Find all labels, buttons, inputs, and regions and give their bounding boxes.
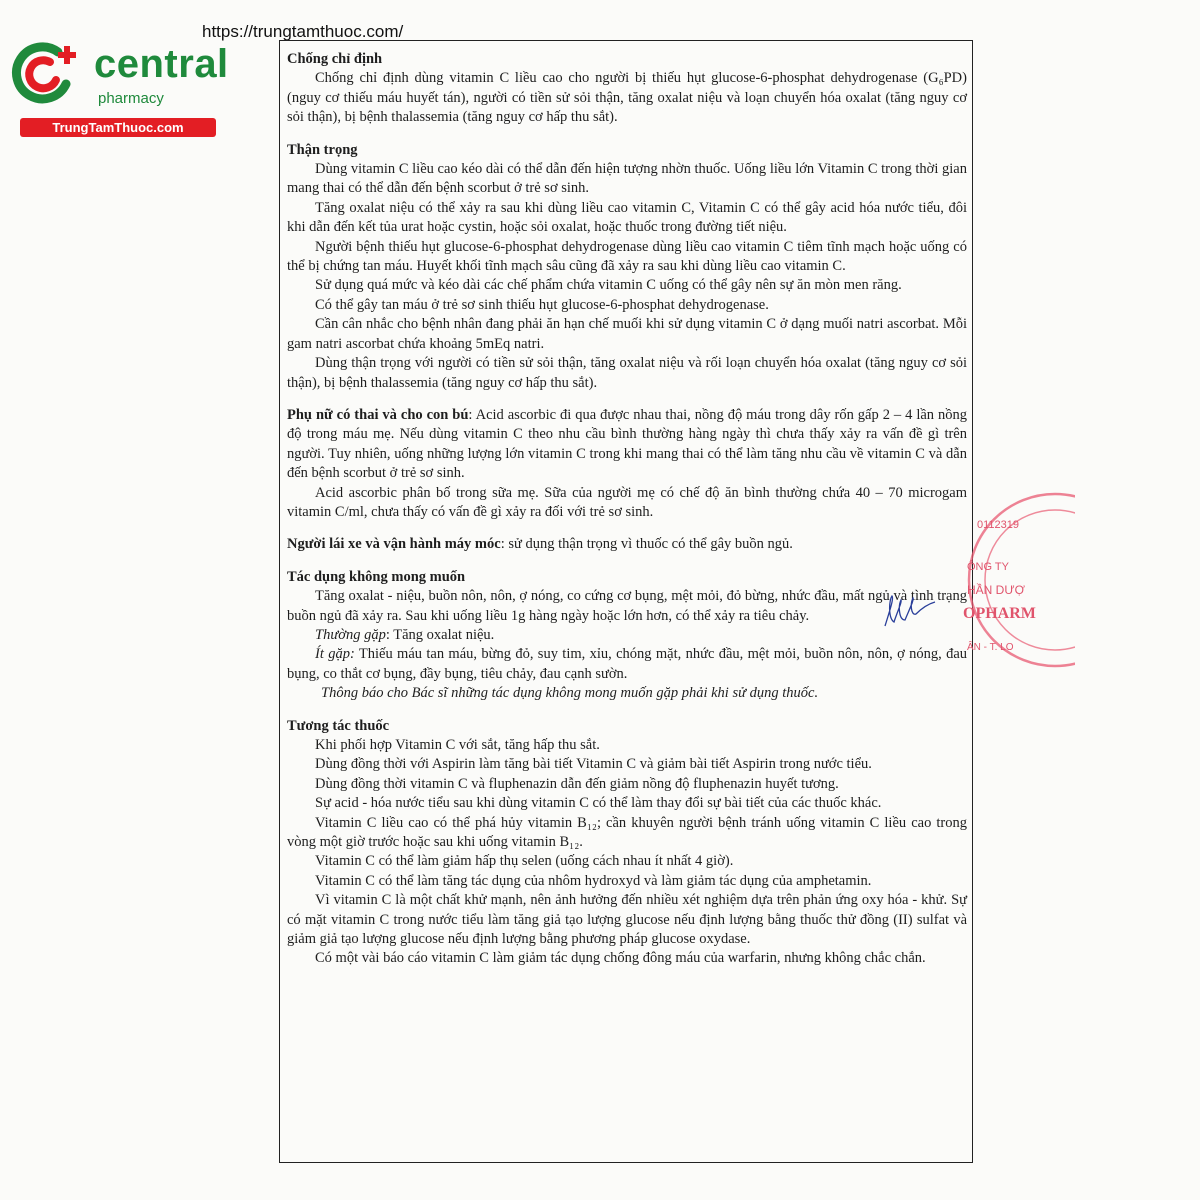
italic-label: Thường gặp — [315, 626, 386, 643]
paragraph — [287, 626, 967, 645]
paragraph — [287, 406, 967, 484]
paragraph: Dùng đồng thời với Aspirin làm tăng bài tiết Vitamin C và giảm bài tiết Aspirin trong nước tiểu. — [315, 756, 872, 773]
stamp-text: 0112319 — [977, 519, 1020, 531]
paragraph — [287, 535, 967, 554]
inline-text: : Acid ascorbic đi qua được nhau thai, nồng độ máu trong dây rốn gấp 2 – 4 lần nồng độ trong máu mẹ. Nếu dùng vitamin C theo nhu cầu bình thường hàng ngày thì chưa thấy xảy ra vấn đề gì trên người. Tuy nhiên, uống những lượng lớn vitamin C trong khi mang thai có thể làm tăng nhu cầu về vitamin C và dẫn đến bệnh scorbut ở trẻ sơ sinh. — [287, 406, 967, 482]
paragraph: Tăng oxalat - niệu, buồn nôn, nôn, ợ nóng, co cứng cơ bụng, mệt mỏi, đỏ bừng, nhức đầu, mất ngủ và tình trạng buồn ngủ đã xảy ra. Sau khi uống liều 1g hàng ngày hoặc lớn hơn, có thể xảy ra tiêu chảy. — [287, 588, 967, 624]
section-side-effects — [287, 568, 967, 704]
section-title: Thận trọng — [287, 141, 358, 158]
paragraph: Acid ascorbic phân bố trong sữa mẹ. Sữa của người mẹ có chế độ ăn bình thường chứa 40 – 70 microgam vitamin C/ml, chưa thấy có vấn đề gì xảy ra đối với trẻ sơ sinh. — [287, 484, 967, 520]
paragraph: Sử dụng quá mức và kéo dài các chế phẩm chứa vitamin C uống có thể gây nên sự ăn mòn men răng. — [315, 277, 902, 294]
stamp-text: ÂN - T. LO — [967, 642, 1014, 653]
paragraph — [287, 645, 967, 684]
source-url: https://trungtamthuoc.com/ — [202, 22, 404, 41]
paragraph: Có một vài báo cáo vitamin C làm giảm tác dụng chống đông máu của warfarin, nhưng không chắc chắn. — [315, 950, 926, 967]
section-pregnancy — [287, 406, 967, 522]
section-contraindications — [287, 50, 967, 128]
paragraph: Vitamin C liều cao có thể phá hủy vitamin B₁₂; cần khuyên người bệnh tránh uống vitamin C liều cao trong vòng một giờ trước hoặc sau khi uống vitamin B₁₂. — [287, 814, 967, 851]
logo-brand-text: central — [94, 42, 229, 86]
section-driving — [287, 535, 967, 554]
handwritten-signature — [880, 590, 940, 630]
paragraph: Dùng vitamin C liều cao kéo dài có thể dẫn đến hiện tượng nhờn thuốc. Uống liều lớn Vitamin C trong thời gian mang thai có thể dẫn đến bệnh scorbut ở trẻ sơ sinh. — [287, 161, 967, 197]
inline-title: Người lái xe và vận hành máy móc — [287, 536, 501, 553]
paragraph: Có thể gây tan máu ở trẻ sơ sinh thiếu hụt glucose-6-phosphat dehydrogenase. — [315, 296, 769, 313]
inline-text: : Tăng oxalat niệu. — [385, 626, 495, 643]
paragraph: Vì vitamin C là một chất khử mạnh, nên ảnh hưởng đến nhiều xét nghiệm dựa trên phản ứng oxy hóa - khử. Sự có mặt vitamin C trong nước tiểu làm tăng giả tạo lượng glucose nếu định lượng bằng thuốc thử đồng (II) sulfat và giảm giả tạo lượng glucose nếu định lượng bằng phương pháp glucose oxydase. — [287, 892, 967, 948]
stamp-text: ÔNG TY — [967, 561, 1009, 573]
central-pharmacy-logo — [10, 38, 229, 138]
pharmacy-cross-logo-icon — [10, 38, 82, 110]
section-title: Tác dụng không mong muốn — [287, 568, 466, 585]
paragraph: Cần cân nhắc cho bệnh nhân đang phải ăn hạn chế muối khi sử dụng vitamin C ở dạng muối natri ascorbat. Mỗi gam natri ascorbat chứa khoảng 5mEq natri. — [287, 316, 967, 352]
inline-text: : sử dụng thận trọng vì thuốc có thể gây buồn ngủ. — [500, 536, 793, 553]
section-title: Chống chỉ định — [287, 51, 383, 67]
section-interactions — [287, 717, 967, 969]
paragraph: Vitamin C có thể làm giảm hấp thụ selen (uống cách nhau ít nhất 4 giờ). — [315, 853, 734, 870]
logo-banner: TrungTamThuoc.com — [20, 118, 216, 137]
paragraph: Người bệnh thiếu hụt glucose-6-phosphat dehydrogenase dùng liều cao vitamin C tiêm tĩnh mạch hoặc uống có thể bị chứng tan máu. Huyết khối tĩnh mạch sâu cũng đã xảy ra sau khi dùng liều cao vitamin C. — [287, 238, 967, 275]
inline-text: Thiếu máu tan máu, bừng đỏ, suy tim, xỉu, chóng mặt, nhức đầu, mệt mỏi, buồn nôn, nôn, ợ nóng, đau bụng, co thắt cơ bụng, đầy bụng, tiêu chảy, đau cạnh sườn. — [287, 646, 968, 682]
document-body — [287, 50, 967, 982]
company-stamp — [955, 490, 1075, 670]
paragraph: Dùng thận trọng với người có tiền sử sỏi thận, tăng oxalat niệu và rối loạn chuyển hóa oxalat (tăng nguy cơ sỏi thận), bị bệnh thalassemia (tăng nguy cơ hấp thu sắt). — [287, 355, 967, 391]
stamp-text: OPHARM — [963, 605, 1036, 622]
section-title: Tương tác thuốc — [287, 717, 390, 734]
paragraph: Khi phối hợp Vitamin C với sắt, tăng hấp thu sắt. — [315, 737, 600, 753]
paragraph: Sự acid - hóa nước tiểu sau khi dùng vitamin C có thể làm thay đổi sự bài tiết của các thuốc khác. — [315, 795, 882, 812]
notice-paragraph: Thông báo cho Bác sĩ những tác dụng không mong muốn gặp phải khi sử dụng thuốc. — [321, 685, 819, 702]
paragraph: Vitamin C có thể làm tăng tác dụng của nhôm hydroxyd và làm giảm tác dụng của amphetamin. — [315, 872, 872, 889]
section-precautions — [287, 141, 967, 393]
paragraph: Tăng oxalat niệu có thể xảy ra sau khi dùng liều cao vitamin C, Vitamin C có thể gây acid hóa nước tiểu, đôi khi dẫn đến kết tủa urat hoặc cystin, hoặc sỏi oxalat, hoặc thuốc trong đường tiết niệu. — [287, 199, 967, 236]
italic-label: Ít gặp: — [315, 646, 355, 663]
stamp-text: HẦN DƯỢ — [967, 583, 1025, 597]
inline-title: Phụ nữ có thai và cho con bú — [287, 406, 469, 423]
paragraph: Dùng đồng thời vitamin C và fluphenazin dẫn đến giảm nồng độ fluphenazin huyết tương. — [315, 775, 839, 792]
logo-sub-text: pharmacy — [98, 90, 164, 107]
paragraph: Chống chỉ định dùng vitamin C liều cao cho người bị thiếu hụt glucose-6-phosphat dehydrogenase (G₆PD) (nguy cơ thiếu máu huyết tán), người có tiền sử sỏi thận, tăng oxalat niệu và loạn chuyển hóa oxalat (tăng nguy cơ sỏi thận), bị bệnh thalassemia (tăng nguy cơ hấp thu sắt). — [287, 70, 967, 126]
